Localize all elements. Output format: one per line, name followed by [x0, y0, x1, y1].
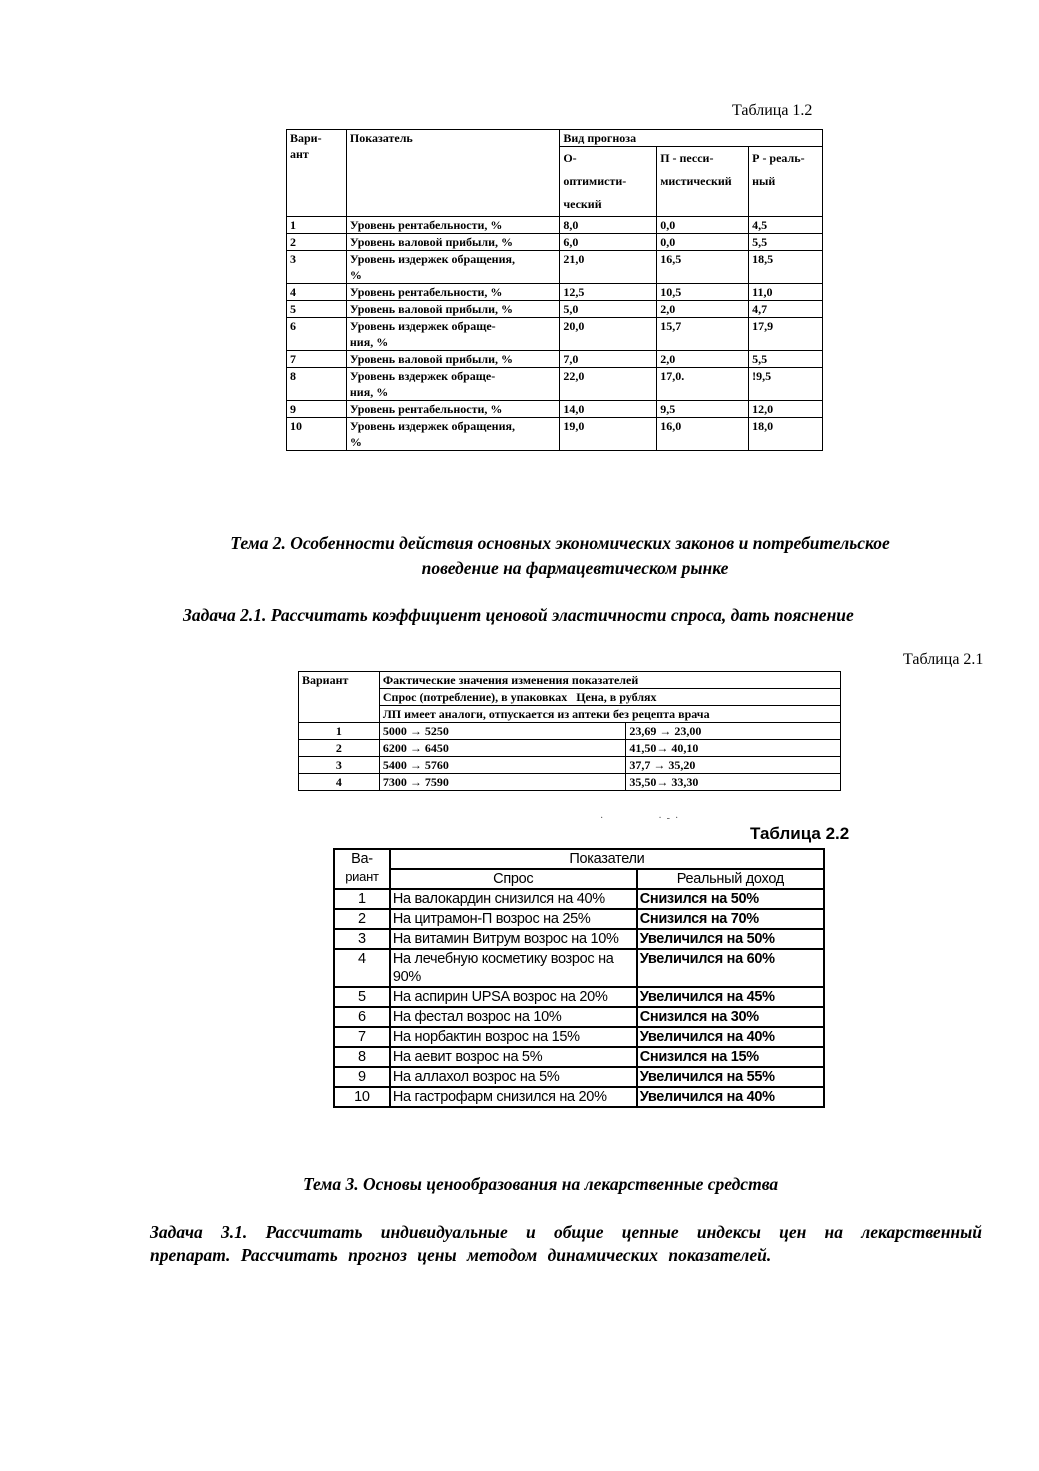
- table-cell: 2: [287, 234, 347, 251]
- table-cell: На гастрофарм снизился на 20%: [390, 1087, 637, 1107]
- table-cell: На валокардин снизился на 40%: [390, 889, 637, 909]
- table-cell: 5: [334, 987, 390, 1007]
- table-cell: Увеличился на 45%: [637, 987, 824, 1007]
- table-cell: 10,5: [657, 284, 749, 301]
- header-condition: ЛП имеет аналоги, отпускается из аптеки без рецепта врача: [379, 706, 840, 723]
- table-cell: 5400 → 5760: [379, 757, 626, 774]
- table-row: [334, 1007, 824, 1027]
- table-row: [334, 889, 824, 909]
- table-cell: 7: [334, 1027, 390, 1047]
- table-cell: 12,5: [560, 284, 657, 301]
- table-cell: 7: [287, 351, 347, 368]
- table-cell: 3: [299, 757, 380, 774]
- table-cell: Уровень рентабельности, %: [346, 284, 559, 301]
- table-cell: 16,0: [657, 418, 749, 451]
- table-cell: Увеличился на 55%: [637, 1067, 824, 1087]
- table-row: [287, 368, 823, 401]
- header-realistic: Р - реаль- ный: [749, 147, 823, 217]
- table-cell: На витамин Витрум возрос на 10%: [390, 929, 637, 949]
- table-2-2-caption: Таблица 2.2: [750, 824, 850, 843]
- task-2-1-text: Задача 2.1. Рассчитать коэффициент ценовой эластичности спроса, дать пояснение: [183, 605, 854, 625]
- table-row: [334, 987, 824, 1007]
- table-cell: Уровень валовой прибыли, %: [346, 301, 559, 318]
- table-subheader-row: [299, 689, 841, 706]
- table-cell: 8: [287, 368, 347, 401]
- table-cell: Увеличился на 50%: [637, 929, 824, 949]
- table-1-2-body: [287, 217, 823, 451]
- table-cell: 11,0: [749, 284, 823, 301]
- table-cell: Снизился на 50%: [637, 889, 824, 909]
- table-cell: 10: [334, 1087, 390, 1107]
- table-header-row: [334, 849, 824, 869]
- table-cell: 15,7: [657, 318, 749, 351]
- table-cell: Увеличился на 40%: [637, 1027, 824, 1047]
- table-cell: 35,50→ 33,30: [626, 774, 841, 791]
- header-variant: Вариант: [299, 672, 380, 723]
- table-cell: 6: [334, 1007, 390, 1027]
- table-cell: Увеличился на 40%: [637, 1087, 824, 1107]
- table-row: [287, 301, 823, 318]
- table-cell: 12,0: [749, 401, 823, 418]
- table-cell: 16,5: [657, 251, 749, 284]
- table-cell: Уровень валовой прибыли, %: [346, 234, 559, 251]
- table-cell: 4: [299, 774, 380, 791]
- table-cell: Снизился на 30%: [637, 1007, 824, 1027]
- table-row: [334, 1087, 824, 1107]
- table-cell: 22,0: [560, 368, 657, 401]
- header-pessimistic: П - песси- мистический: [657, 147, 749, 217]
- table-cell: 20,0: [560, 318, 657, 351]
- header-variant: Ва- риант: [334, 849, 390, 889]
- topic-2-heading-line2: поведение на фармацевтическом рынке: [421, 558, 729, 578]
- table-cell: 5,0: [560, 301, 657, 318]
- table-cell: 0,0: [657, 234, 749, 251]
- table-cell: 0,0: [657, 217, 749, 234]
- table-2-1-caption: Таблица 2.1: [903, 651, 984, 668]
- table-cell: 23,69 → 23,00: [626, 723, 841, 740]
- table-cell: 4: [334, 949, 390, 987]
- table-cell: 2: [334, 909, 390, 929]
- table-2-2-body: [334, 889, 824, 1107]
- table-cell: 14,0: [560, 401, 657, 418]
- table-row: [287, 217, 823, 234]
- header-demand: Спрос: [390, 869, 637, 889]
- table-condition-row: [299, 706, 841, 723]
- table-cell: Уровень вздержек обраще- ния, %: [346, 368, 559, 401]
- table-cell: 2,0: [657, 351, 749, 368]
- header-optimistic: О- оптимисти- ческий: [560, 147, 657, 217]
- table-1-2-caption: Таблица 1.2: [732, 102, 813, 119]
- table-cell: Уровень издержек обращения, %: [346, 418, 559, 451]
- table-cell: 18,5: [749, 251, 823, 284]
- table-2-1-body: [299, 723, 841, 791]
- table-cell: 2: [299, 740, 380, 757]
- table-cell: 5000 → 5250: [379, 723, 626, 740]
- table-cell: 6,0: [560, 234, 657, 251]
- table-row: [287, 251, 823, 284]
- table-row: [287, 234, 823, 251]
- task-3-1-text: Задача 3.1. Рассчитать индивидуальные и общие цепные индексы цен на лекарственный препарат. Рассчитать прогноз цены методом динамических показателей.: [150, 1222, 982, 1265]
- topic-3-heading: Тема 3. Основы ценообразования на лекарственные средства: [303, 1174, 779, 1194]
- table-cell: 4,5: [749, 217, 823, 234]
- table-cell: На цитрамон-П возрос на 25%: [390, 909, 637, 929]
- table-cell: На аспирин UPSA возрос на 20%: [390, 987, 637, 1007]
- table-row: [334, 1027, 824, 1047]
- table-row: [287, 401, 823, 418]
- scan-artifact: · · - ·: [600, 813, 679, 824]
- table-cell: Увеличился на 60%: [637, 949, 824, 987]
- table-cell: На лечебную косметику возрос на 90%: [390, 949, 637, 987]
- table-cell: 1: [287, 217, 347, 234]
- table-cell: 21,0: [560, 251, 657, 284]
- table-cell: 5,5: [749, 351, 823, 368]
- table-cell: 6: [287, 318, 347, 351]
- table-cell: Уровень валовой прибыли, %: [346, 351, 559, 368]
- table-row: [299, 774, 841, 791]
- table-row: [287, 418, 823, 451]
- table-cell: !9,5: [749, 368, 823, 401]
- table-cell: На норбактин возрос на 15%: [390, 1027, 637, 1047]
- table-cell: На аллахол возрос на 5%: [390, 1067, 637, 1087]
- table-cell: 1: [334, 889, 390, 909]
- table-row: [334, 1047, 824, 1067]
- table-row: [287, 284, 823, 301]
- table-cell: 18,0: [749, 418, 823, 451]
- table-cell: 4,7: [749, 301, 823, 318]
- table-cell: 17,0.: [657, 368, 749, 401]
- table-cell: Уровень издержек обраще- ния, %: [346, 318, 559, 351]
- table-cell: Снизился на 15%: [637, 1047, 824, 1067]
- table-cell: 5: [287, 301, 347, 318]
- table-cell: Уровень рентабельности, %: [346, 217, 559, 234]
- table-row: [287, 318, 823, 351]
- header-indicator: Показатель: [346, 130, 559, 217]
- header-actual-values: Фактические значения изменения показателей: [379, 672, 840, 689]
- table-cell: 7,0: [560, 351, 657, 368]
- table-cell: 6200 → 6450: [379, 740, 626, 757]
- table-cell: На аевит возрос на 5%: [390, 1047, 637, 1067]
- table-cell: 41,50→ 40,10: [626, 740, 841, 757]
- table-row: [299, 740, 841, 757]
- table-cell: Уровень рентабельности, %: [346, 401, 559, 418]
- table-row: [287, 351, 823, 368]
- table-row: [334, 949, 824, 987]
- table-1-2: [286, 129, 823, 451]
- table-row: [334, 909, 824, 929]
- table-cell: 9: [334, 1067, 390, 1087]
- table-cell: Уровень издержек обращения, %: [346, 251, 559, 284]
- table-cell: 3: [334, 929, 390, 949]
- table-cell: 8,0: [560, 217, 657, 234]
- table-subheader-row: [334, 869, 824, 889]
- table-2-1: [298, 671, 841, 791]
- header-income: Реальный доход: [637, 869, 824, 889]
- table-row: [299, 757, 841, 774]
- table-cell: 19,0: [560, 418, 657, 451]
- table-cell: 4: [287, 284, 347, 301]
- table-cell: 9,5: [657, 401, 749, 418]
- header-forecast-type: Вид прогноза: [560, 130, 823, 147]
- table-cell: 10: [287, 418, 347, 451]
- table-row: [334, 929, 824, 949]
- table-cell: 37,7 → 35,20: [626, 757, 841, 774]
- table-row: [334, 1067, 824, 1087]
- table-cell: 5,5: [749, 234, 823, 251]
- table-cell: 2,0: [657, 301, 749, 318]
- topic-2-heading-line1: Тема 2. Особенности действия основных экономических законов и потребительское: [230, 533, 890, 553]
- table-row: [299, 723, 841, 740]
- table-cell: 7300 → 7590: [379, 774, 626, 791]
- table-header-row: [287, 130, 823, 147]
- table-cell: 3: [287, 251, 347, 284]
- table-cell: 8: [334, 1047, 390, 1067]
- table-cell: 1: [299, 723, 380, 740]
- table-header-row: [299, 672, 841, 689]
- table-cell: Снизился на 70%: [637, 909, 824, 929]
- header-variant: Вари- ант: [287, 130, 347, 217]
- table-cell: 17,9: [749, 318, 823, 351]
- table-cell: 9: [287, 401, 347, 418]
- table-cell: На фестал возрос на 10%: [390, 1007, 637, 1027]
- header-demand-price: Спрос (потребление), в упаковках Цена, в рублях: [379, 689, 840, 706]
- header-indicators: Показатели: [390, 849, 824, 869]
- table-2-2: [333, 848, 825, 1108]
